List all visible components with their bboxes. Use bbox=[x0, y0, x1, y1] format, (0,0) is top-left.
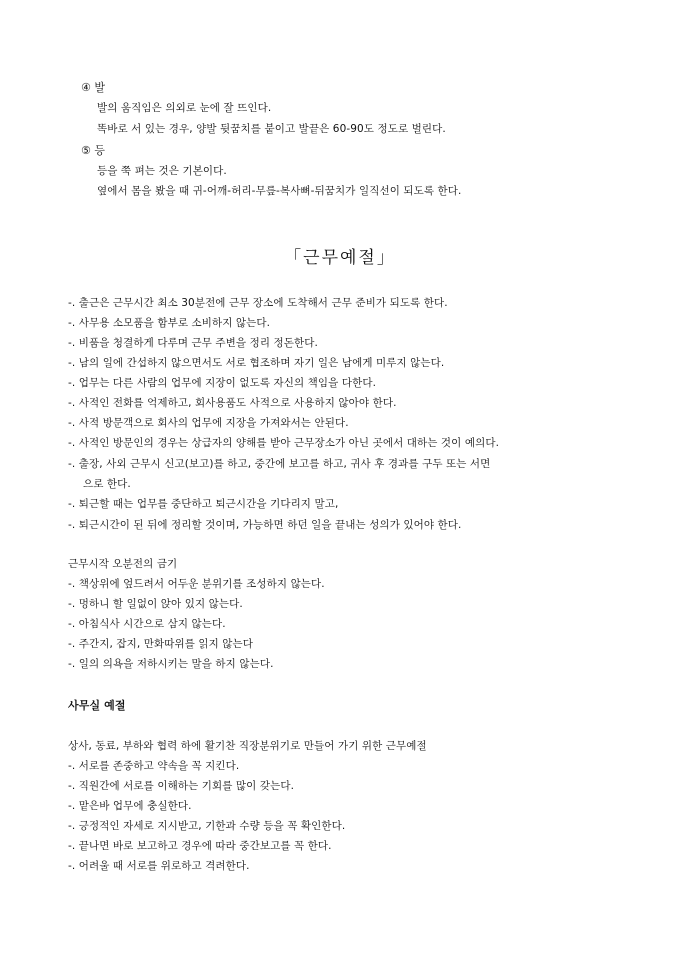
office-item: -. 긍정적인 자세로 지시받고, 기한과 수량 등을 꼭 확인한다. bbox=[68, 820, 346, 832]
rule-item: -. 업무는 다른 사람의 업무에 지장이 없도록 자신의 책임을 다한다. bbox=[68, 377, 377, 389]
office-heading: 사무실 예절 bbox=[68, 699, 126, 712]
rule-item: -. 사적 방문객으로 회사의 업무에 지장을 가져와서는 안된다. bbox=[68, 417, 349, 429]
prohibit-heading: 근무시작 오분전의 금기 bbox=[68, 558, 178, 570]
rule-item: -. 사적인 방문인의 경우는 상급자의 양해를 받아 근무장소가 아닌 곳에서 대하는 것이 예의다. bbox=[68, 437, 500, 449]
prohibit-item: -. 책상위에 엎드려서 어두운 분위기를 조성하지 않는다. bbox=[68, 578, 325, 590]
rule-item: -. 비품을 청결하게 다루며 근무 주변을 정리 정돈한다. bbox=[68, 337, 318, 349]
section-back-line: 옆에서 몸을 봤을 때 귀-어깨-허리-무릎-복사뼈-뒤꿈치가 일직선이 되도록 한다. bbox=[97, 185, 462, 197]
rule-item: -. 사무용 소모품을 함부로 소비하지 않는다. bbox=[68, 317, 271, 329]
section-foot-heading: ④ 발 bbox=[81, 81, 105, 94]
office-item: -. 직원간에 서로를 이해하는 기회를 많이 갖는다. bbox=[68, 780, 295, 792]
prohibit-item: -. 일의 의욕을 저하시키는 말을 하지 않는다. bbox=[68, 658, 274, 670]
office-intro: 상사, 동료, 부하와 협력 하에 활기찬 직장분위기로 만들어 가기 위한 근무예절 bbox=[68, 740, 427, 752]
rule-item: -. 출장, 사외 근무시 신고(보고)를 하고, 중간에 보고를 하고, 귀사 후 경과를 구두 또는 서면 bbox=[68, 458, 491, 470]
rule-item: -. 남의 일에 간섭하지 않으면서도 서로 협조하며 자기 일은 남에게 미루지 않는다. bbox=[68, 357, 445, 369]
rule-item: -. 사적인 전화를 억제하고, 회사용품도 사적으로 사용하지 않아야 한다. bbox=[68, 397, 397, 409]
rule-item: -. 출근은 근무시간 최소 30분전에 근무 장소에 도착해서 근무 준비가 되도록 한다. bbox=[68, 297, 448, 309]
office-item: -. 어려울 때 서로를 위로하고 격려한다. bbox=[68, 860, 250, 872]
prohibit-item: -. 주간지, 잡지, 만화따위를 읽지 않는다 bbox=[68, 638, 254, 650]
section-foot-line: 발의 움직임은 의외로 눈에 잘 뜨인다. bbox=[97, 102, 272, 114]
prohibit-item: -. 멍하니 할 일없이 앉아 있지 않는다. bbox=[68, 598, 243, 610]
rule-item: -. 퇴근시간이 된 뒤에 정리할 것이며, 가능하면 하던 일을 끝내는 성의가 있어야 한다. bbox=[68, 519, 462, 531]
section-back-heading: ⑤ 등 bbox=[81, 144, 105, 157]
rule-item-continuation: 으로 한다. bbox=[83, 478, 131, 490]
office-item: -. 서로를 존중하고 약속을 꼭 지킨다. bbox=[68, 760, 240, 772]
rule-item: -. 퇴근할 때는 업무를 중단하고 퇴근시간을 기다리지 말고, bbox=[68, 498, 339, 510]
office-item: -. 끝나면 바로 보고하고 경우에 따라 중간보고를 꼭 한다. bbox=[68, 840, 332, 852]
section-back-line: 등을 쭉 펴는 것은 기본이다. bbox=[97, 165, 227, 177]
section-foot-line: 똑바로 서 있는 경우, 양발 뒷꿈치를 붙이고 발끝은 60-90도 정도로 벌린다. bbox=[97, 123, 446, 135]
page-title: 「근무예절」 bbox=[284, 248, 396, 268]
office-item: -. 맡은바 업무에 충실한다. bbox=[68, 800, 192, 812]
prohibit-item: -. 아침식사 시간으로 삼지 않는다. bbox=[68, 618, 226, 630]
